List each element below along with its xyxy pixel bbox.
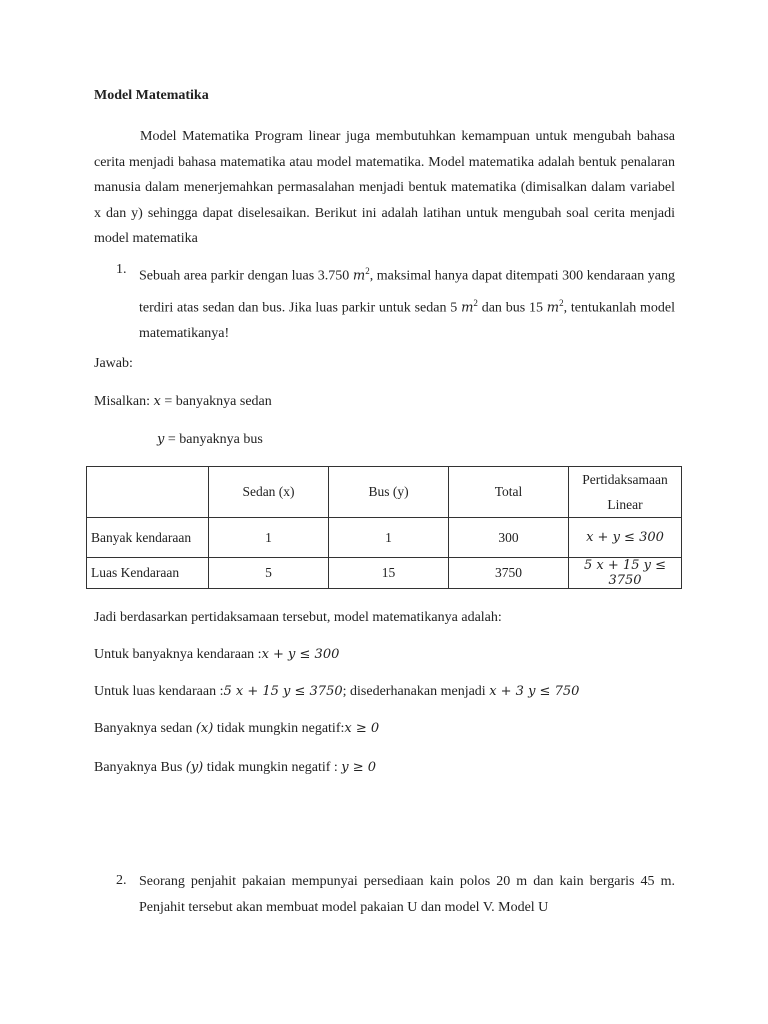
table-cell: 1 [209, 518, 329, 558]
line4-text1: Banyaknya Bus [94, 760, 183, 775]
line2-math2: x + 3 y ≤ 750 [489, 684, 580, 699]
question-1-number: 1. [116, 262, 127, 277]
line2-mid: ; disederhanakan menjadi [342, 684, 486, 699]
line4-text2: tidak mungkin negatif : [206, 760, 338, 775]
line2-text: Untuk luas kendaraan : [94, 684, 224, 699]
table-header-cell: Pertidaksamaan Linear [569, 467, 682, 518]
model-line-2 [94, 684, 579, 700]
line4-var: (y) [185, 760, 204, 775]
var-y-def: = banyaknya bus [167, 432, 263, 447]
q1-part4: , tentukanlah model matematikanya! [139, 300, 675, 342]
table-cell: Luas Kendaraan [87, 558, 209, 589]
intro-text: Model Matematika Program linear juga membutuhkan kemampuan untuk mengubah bahasa cerita menjadi bahasa matematika atau model matematika. Model matematika adalah bentuk penalaran manusia dalam menerjemahkan permasalahan menjadi bentuk matematika (dimisalkan dalam variabel x dan y) sehingga dapat diselesaikan. Berikut ini adalah latihan untuk mengubah soal cerita menjadi model matematika [94, 129, 675, 246]
q1-unit-3: m [546, 300, 560, 316]
q1-unit-1: m [352, 268, 366, 284]
table-header-cell: Sedan (x) [209, 467, 329, 518]
question-1-text [139, 258, 675, 347]
var-y: y [157, 432, 165, 447]
model-line-4 [94, 760, 376, 776]
line4-math: y ≥ 0 [341, 760, 377, 775]
table-row [87, 558, 682, 589]
line1-math: x + y ≤ 300 [261, 647, 340, 662]
table-cell: 15 [329, 558, 449, 589]
table-cell: 5 [209, 558, 329, 589]
line3-var: (x) [195, 721, 214, 736]
line3-text2: tidak mungkin negatif: [216, 721, 345, 736]
data-table [86, 466, 682, 589]
q1-unit-2: m [461, 300, 474, 316]
table-cell: Banyak kendaraan [87, 518, 209, 558]
line3-text1: Banyaknya sedan [94, 721, 193, 736]
var-x: x [153, 394, 161, 409]
misalkan-label: Misalkan: [94, 394, 150, 409]
q1-part2: , maksimal hanya dapat ditempati 300 kendaraan yang terdiri atas sedan dan bus. Jika luas parkir untuk sedan 5 [139, 268, 675, 316]
q1-part1: Sebuah area parkir dengan luas 3.750 [139, 268, 350, 284]
q1-exp-1: 2 [365, 266, 370, 276]
q1-part3: dan bus 15 [481, 300, 543, 316]
table-header-cell: Bus (y) [329, 467, 449, 518]
table-header-cell: Total [449, 467, 569, 518]
line2-math: 5 x + 15 y ≤ 3750 [223, 684, 343, 699]
table-cell: 5 x + 15 y ≤ 3750 [569, 558, 682, 589]
q1-exp-2: 2 [473, 297, 478, 308]
table-cell: 3750 [449, 558, 569, 589]
table-cell: 300 [449, 518, 569, 558]
table-row [87, 518, 682, 558]
table-header-row [87, 467, 682, 518]
table-cell: x + y ≤ 300 [569, 518, 682, 558]
model-line-3 [94, 721, 379, 737]
section-title: Model Matematika [94, 88, 209, 103]
question-2-number: 2. [116, 873, 127, 888]
var-x-def: = banyaknya sedan [164, 394, 272, 409]
table-header-cell [87, 467, 209, 518]
misalkan-x-line [94, 394, 272, 410]
line1-text: Untuk banyaknya kendaraan : [94, 647, 262, 662]
misalkan-y-line [157, 432, 263, 448]
conclusion-text: Jadi berdasarkan pertidaksamaan tersebut, model matematikanya adalah: [94, 610, 502, 625]
jawab-label: Jawab: [94, 356, 133, 371]
intro-paragraph [94, 124, 675, 252]
line3-math: x ≥ 0 [344, 721, 380, 736]
question-2-text: Seorang penjahit pakaian mempunyai persediaan kain polos 20 m dan kain bergaris 45 m. Penjahit tersebut akan membuat model pakaian U dan model V. Model U [139, 874, 675, 915]
q1-exp-3: 2 [559, 297, 564, 308]
table-cell: 1 [329, 518, 449, 558]
model-line-1 [94, 647, 339, 663]
